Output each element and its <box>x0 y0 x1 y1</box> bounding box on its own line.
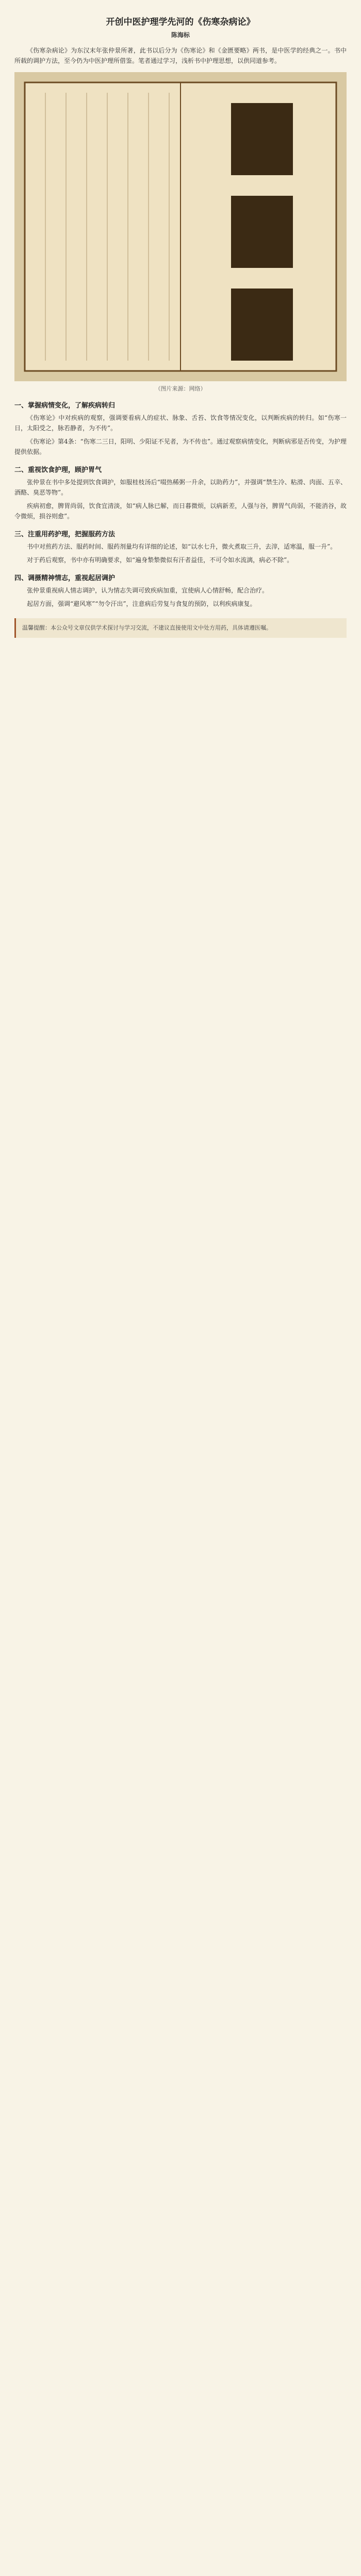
section-paragraph: 书中对煎药方法、服药时间、服药剂量均有详细的论述，如“以水七升，微火煮取三升，去滓，适寒温，服一升”。 <box>27 543 337 550</box>
section-paragraph: 张仲景在书中多处提到饮食调护，如服桂枝汤后“啜热稀粥一升余，以助药力”，并强调“禁生冷、粘滑、肉面、五辛、酒酪、臭恶等物”。 <box>14 479 347 496</box>
section-heading: 二、重视饮食护理，顾护胃气 <box>14 466 102 474</box>
section-heading: 四、调摄精神情志，重视起居调护 <box>14 574 116 582</box>
intro-paragraph: 《伤寒杂病论》为东汉末年张仲景所著，此书以后分为《伤寒论》和《金匮要略》两书，是中医学的经典之一。书中所载的调护方法，至今仍为中医护理所借鉴。笔者通过学习，浅析书中护理思想，以供同道参考。 <box>14 47 347 64</box>
section-4 <box>0 572 361 609</box>
section-paragraph: 《伤寒论》第4条：“伤寒二三日，阳明、少阳证不见者，为不传也”。通过观察病情变化，判断病邪是否传变，为护理提供依据。 <box>14 438 347 455</box>
disclaimer-note: 温馨提醒：本公众号文章仅供学术探讨与学习交流，不建议直接使用文中处方用药，具体请遵医嘱。 <box>14 618 347 638</box>
section-paragraph: 《伤寒论》中对疾病的观察，强调要看病人的症状、脉象、舌苔、饮食等情况变化，以判断疾病的转归。如“伤寒一日，太阳受之，脉若静者，为不传”。 <box>14 414 347 432</box>
section-heading: 一、掌握病情变化，了解疾病转归 <box>14 402 116 410</box>
section-paragraph: 张仲景重视病人情志调护，认为情志失调可致疾病加重，宜使病人心情舒畅，配合治疗。 <box>27 587 269 594</box>
section-1 <box>0 400 361 457</box>
book-photo <box>14 72 347 381</box>
section-paragraph: 疾病初愈，脾胃尚弱，饮食宜清淡，如“病人脉已解，而日暮微烦，以病新差，人强与谷，脾胃气尚弱，不能消谷，故令微烦，损谷则愈”。 <box>14 502 347 520</box>
section-heading: 三、注重用药护理，把握服药方法 <box>14 531 116 538</box>
section-3 <box>0 529 361 565</box>
section-paragraph: 起居方面，强调“避风寒”“勿令汗出”，注意病后劳复与食复的预防，以利疾病康复。 <box>27 600 256 607</box>
section-2 <box>0 464 361 521</box>
article-title: 开创中医护理学先河的《伤寒杂病论》 <box>106 17 255 27</box>
book-photo-illustration <box>14 72 347 381</box>
section-paragraph: 对于药后观察，书中亦有明确要求，如“遍身漐漐微似有汗者益佳，不可令如水流漓，病必不除”。 <box>27 556 293 564</box>
image-caption: （图片来源：网络） <box>155 385 206 392</box>
author: 陈海标 <box>171 31 190 39</box>
